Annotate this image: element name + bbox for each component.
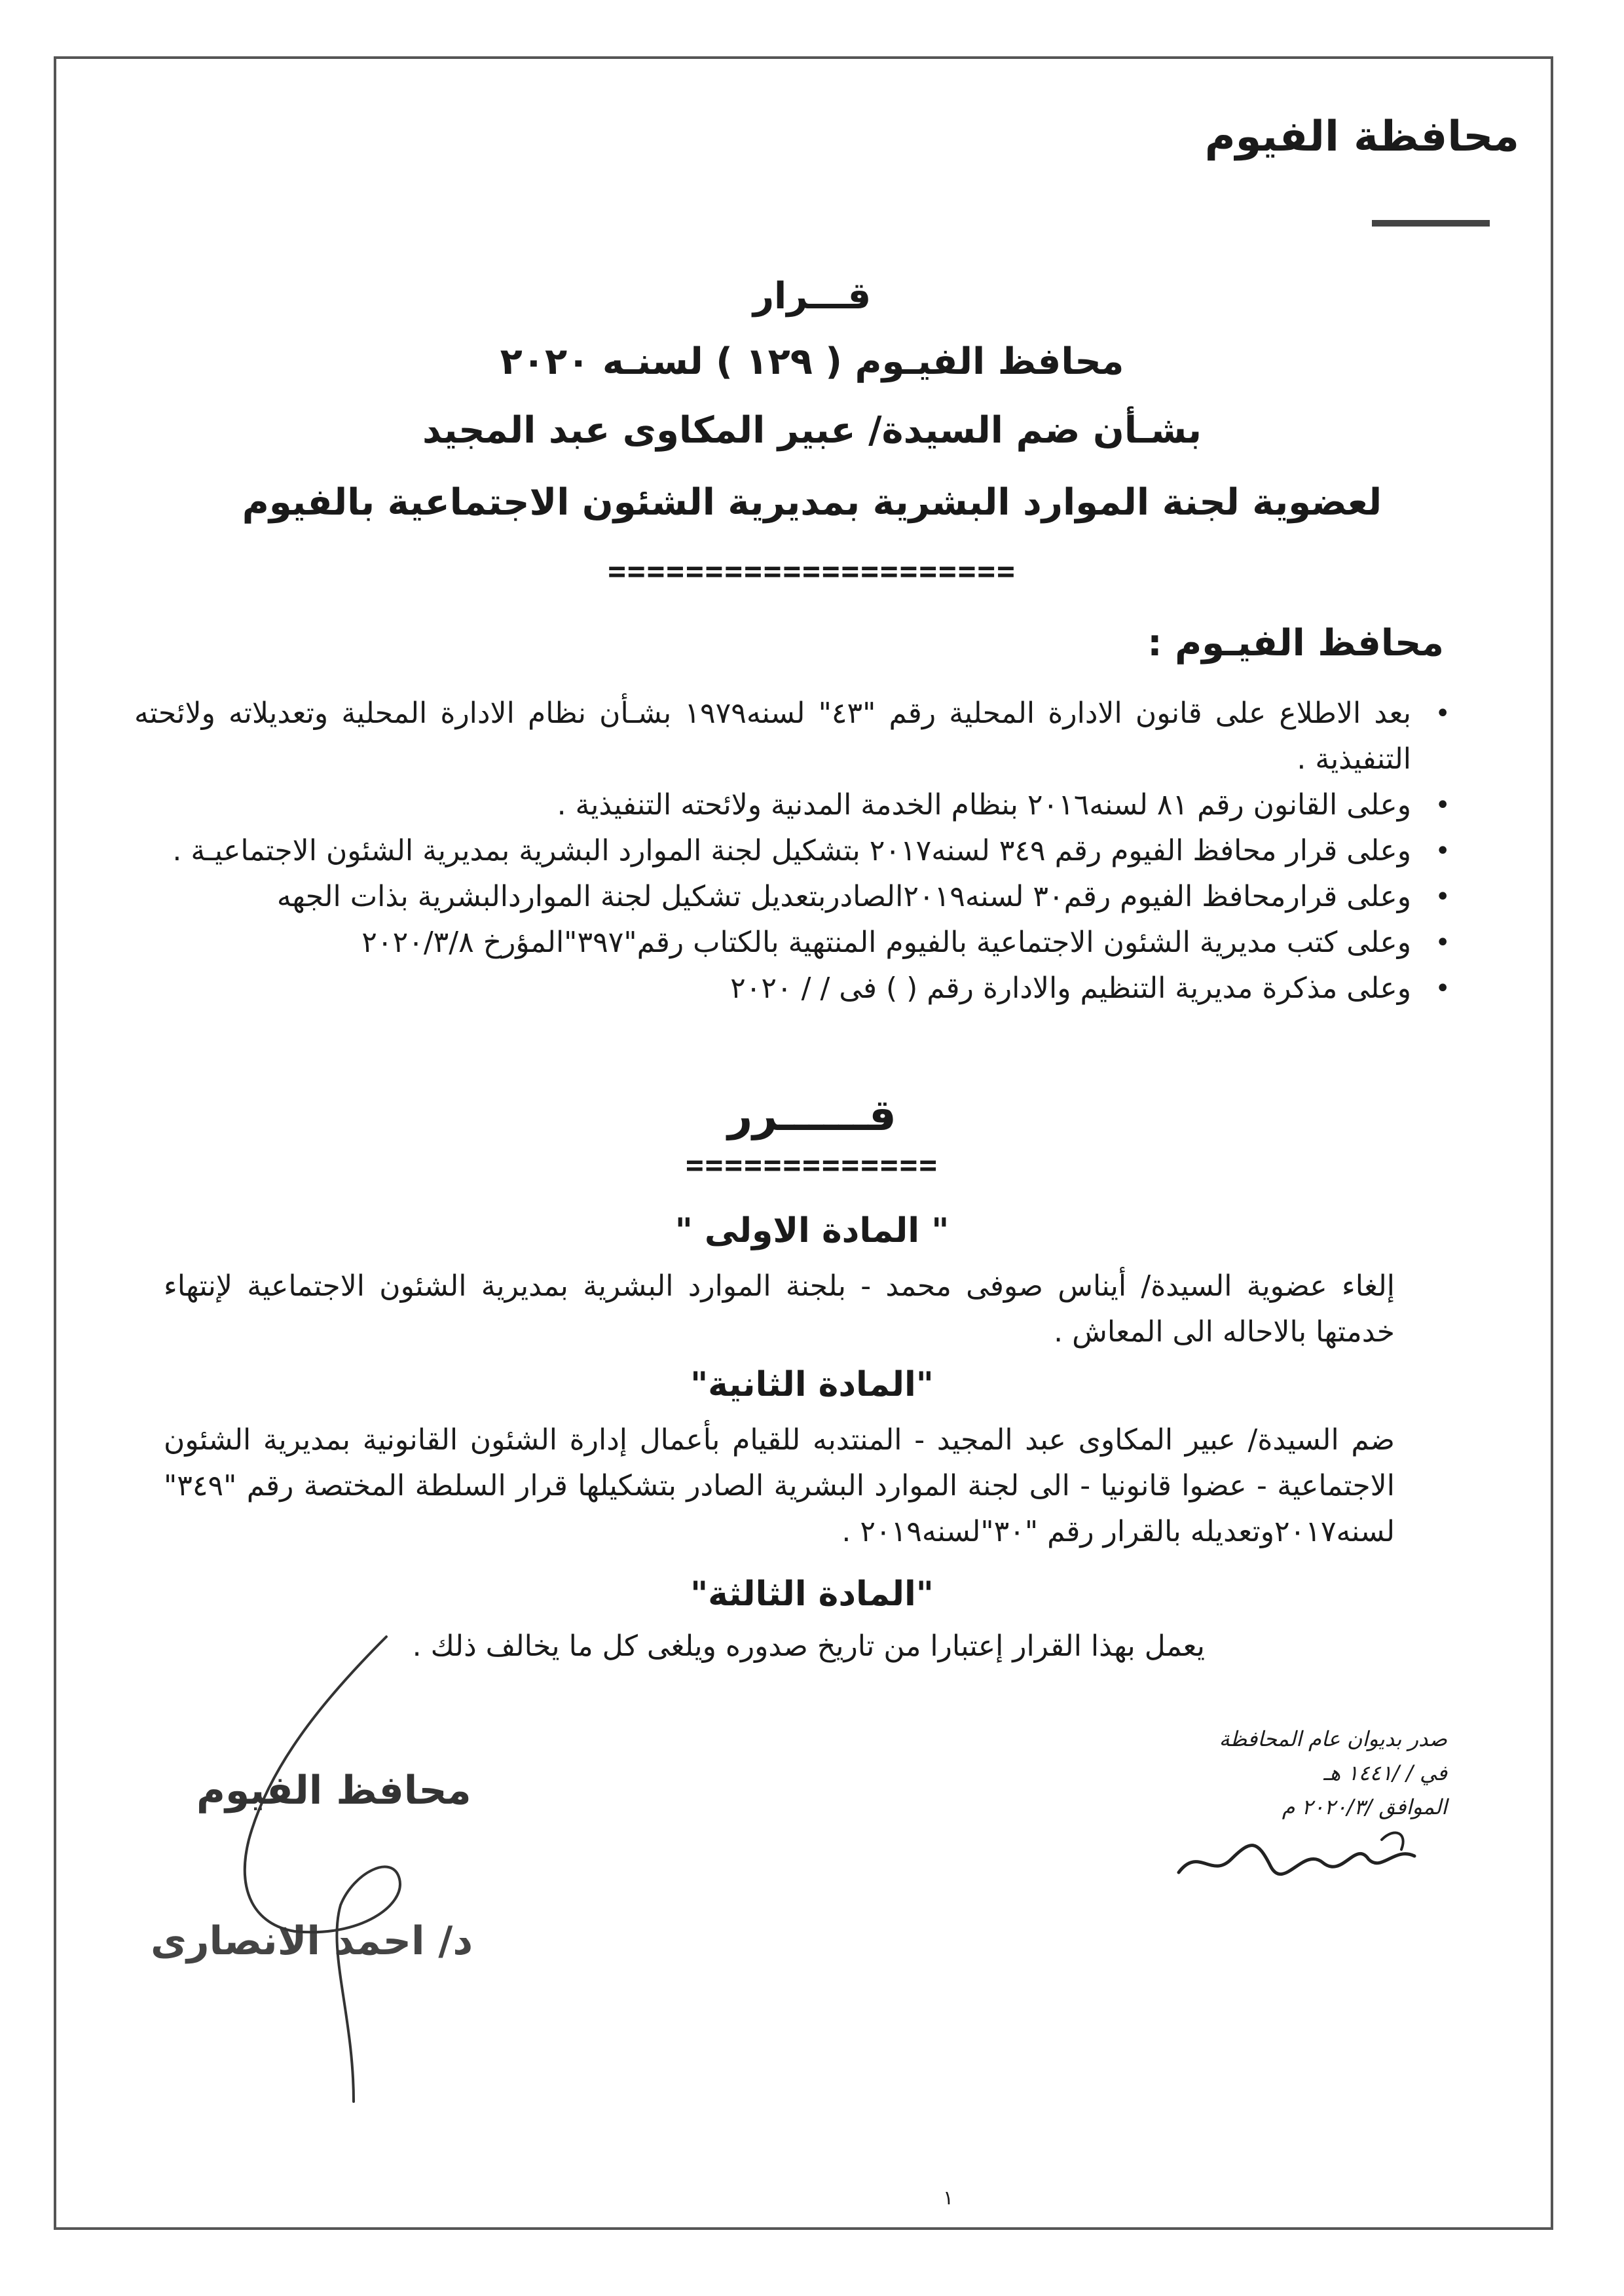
issuance-line: صدر بديوان عام المحافظة [1219,1726,1447,1751]
article-2-title: "المادة الثانية" [690,1365,934,1404]
preamble-item: • وعلى القانون رقم ٨١ لسنه٢٠١٦ بنظام الخدمة المدنية ولائحته التنفيذية . [134,782,1450,828]
bullet-icon: • [1435,699,1450,729]
bullet-icon: • [1435,974,1450,1004]
issuance-block [1153,1722,1447,1824]
governor-heading: محافظ الفيـوم : [1147,622,1444,665]
handwritten-signature [190,1624,465,2108]
preamble-list [134,691,1450,1011]
preamble-item: • بعد الاطلاع على قانون الادارة المحلية رقم "٤٣" لسنه١٩٧٩ بشـأن نظام الادارة المحلية وتعديلاته ولائحته التنفيذية . [134,691,1450,782]
decree-number: محافظ الفيـوم ( ١٢٩ ) لسنـه ٢٠٢٠ [500,340,1124,383]
preamble-item: • وعلى كتب مديرية الشئون الاجتماعية بالفيوم المنتهية بالكتاب رقم"٣٩٧"المؤرخ ٢٠٢٠/٣/٨ [134,920,1450,966]
article-1-text: إلغاء عضوية السيدة/ أيناس صوفى محمد - بلجنة الموارد البشرية بمديرية الشئون الاجتماعية لإنتهاء خدمتها بالاحاله الى المعاش . [164,1269,1395,1349]
article-3-title: "المادة الثالثة" [690,1575,934,1614]
authority-header: محافظة الفيوم [1204,113,1519,161]
separator-line: ===================== [608,553,1016,589]
article-3-text: يعمل بهذا القرار إعتبارا من تاريخ صدوره ويلغى كل ما يخالف ذلك . [412,1630,1205,1663]
article-2-text: ضم السيدة/ عبير المكاوى عبد المجيد - المنتدبه للقيام بأعمال إدارة الشئون القانونية بمديرية الشئون الاجتماعية - عضوا قانونيا - الى لجنة الموارد البشرية الصادر بتشكيلها قرار السلطة المختصة رقم "٣٤٩" لسنه٢٠١٧وتعديله بالقرار رقم "٣٠"لسنه٢٠١٩ . [164,1423,1395,1548]
decree-title: قـــرار [752,275,872,318]
preamble-item: • وعلى قرار محافظ الفيوم رقم ٣٤٩ لسنه٢٠١٧ بتشكيل لجنة الموارد البشرية بمديرية الشئون الاجتماعيـة . [134,828,1450,874]
signature-title: محافظ الفيوم [196,1768,471,1813]
bullet-icon: • [1435,882,1450,912]
page-mark: ١ [943,2187,954,2210]
preamble-item: • وعلى مذكرة مديرية التنظيم والادارة رقم ( ) فى / / ٢٠٢٠ [134,966,1450,1011]
article-1-title: " المادة الاولى " [674,1211,950,1250]
signature-name: د/ احمد الانصارى [151,1918,473,1964]
issuance-line: في / /١٤٤١ هـ [1323,1760,1447,1785]
bullet-icon: • [1435,836,1450,866]
preamble-item: • وعلى قرارمحافظ الفيوم رقم٣٠ لسنه٢٠١٩الصادربتعديل تشكيل لجنة المواردالبشرية بذات الجهه [134,874,1450,920]
handwritten-date [1172,1820,1421,1892]
bullet-icon: • [1435,928,1450,958]
issuance-line: الموافق /٢٠٢٠/٣ م [1282,1795,1447,1819]
decree-subject-line2: لعضوية لجنة الموارد البشرية بمديرية الشئون الاجتماعية بالفيوم [242,481,1382,524]
decree-subject-line1: بشـأن ضم السيدة/ عبير المكاوى عبد المجيد [422,409,1202,452]
header-underline [1372,220,1490,227]
decision-heading: قــــــرر [728,1090,896,1140]
separator-line: ============= [685,1147,939,1182]
bullet-icon: • [1435,790,1450,820]
